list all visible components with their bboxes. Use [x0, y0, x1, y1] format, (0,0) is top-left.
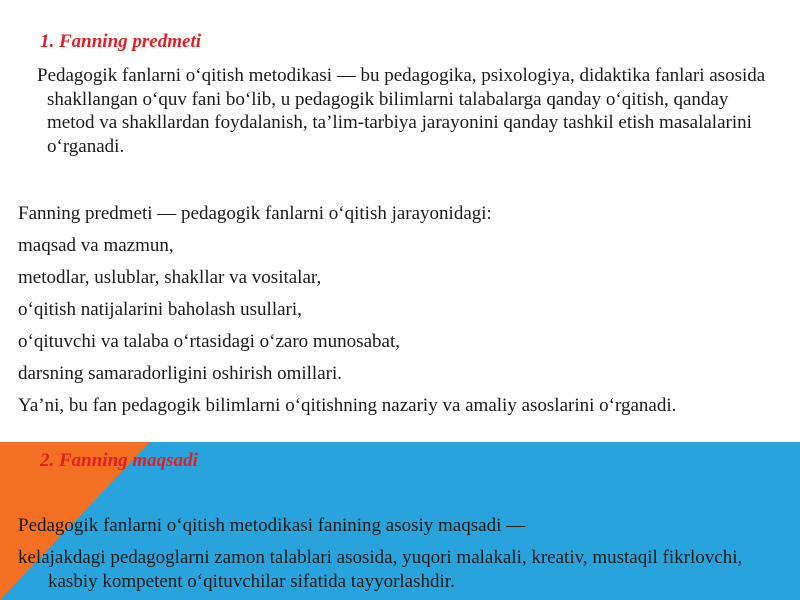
list-item: o‘qituvchi va talaba o‘rtasidagi o‘zaro munosabat, [18, 331, 400, 352]
section2-heading: 2. Fanning maqsadi [40, 450, 198, 471]
list-item: metodlar, uslublar, shakllar va vositalar, [18, 267, 322, 288]
section1-summary: Ya’ni, bu fan pedagogik bilimlarni o‘qitishning nazariy va amaliy asoslarini o‘rganadi. [18, 395, 677, 416]
subject-line: Fanning predmeti — pedagogik fanlarni o‘qitish jarayonidagi: [18, 203, 492, 224]
list-item: darsning samaradorligini oshirish omillari. [18, 363, 343, 384]
section2-line1: Pedagogik fanlarni o‘qitish metodikasi fanining asosiy maqsadi — [18, 515, 526, 536]
section1-intro: Pedagogik fanlarni o‘qitish metodikasi — bu pedagogika, psixologiya, didaktika fanlari asosida shakllangan o‘quv fani bo‘lib, u pedagogik bilimlarni talabalarga qanday o‘qitish, qanday metod va shakllardan foydalanish, ta’lim-tarbiya jarayonini qanday tashkil etish masalalarini o‘rganadi. [37, 65, 766, 157]
list-item: o‘qitish natijalarini baholash usullari, [18, 299, 302, 320]
section1-heading: 1. Fanning predmeti [40, 31, 201, 52]
list-item: maqsad va mazmun, [18, 235, 174, 256]
section2-line2: kelajakdagi pedagoglarni zamon talablari asosida, yuqori malakali, kreativ, mustaqil fikrlovchi, kasbiy kompetent o‘qituvchilar sifatida tayyorlashdir. [18, 547, 743, 592]
